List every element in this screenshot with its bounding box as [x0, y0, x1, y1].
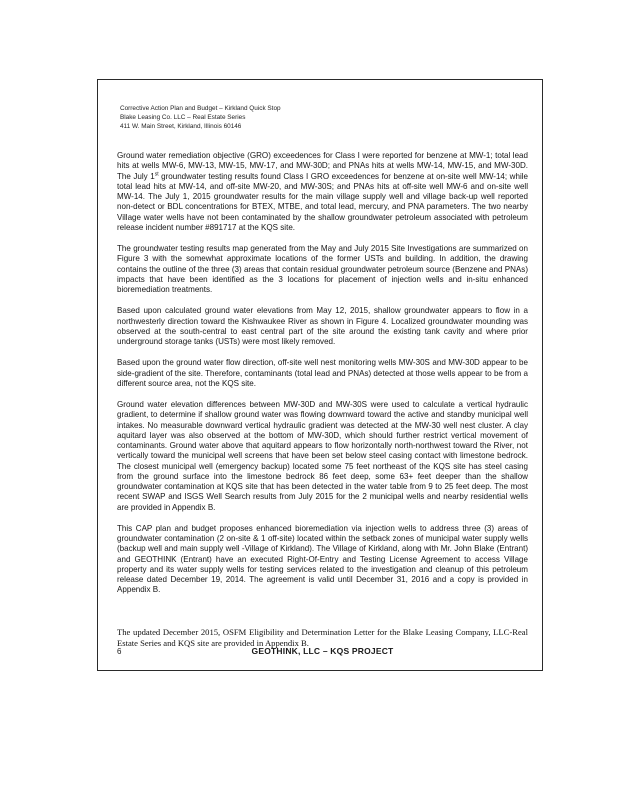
paragraph-gro-exceedences: Ground water remediation objective (GRO) exceedences for Class I were reported for benzene at MW-1; total lead hits at wells MW-6, MW-13, MW-15, MW-17, and MW-30D; and PNAs hits at wells MW-14, MW-15, and MW-30D. The July 1st groundwater testing results found Class I GRO exceedences for benzene at on-site well MW-14; while total lead hits at MW-14, and off-site MW-20, and MW-30S; and PNAs hits at off-site well MW-6 and on-site well MW-14. The July 1, 2015 groundwater results for the main village supply well and village back-up well reported non-detect or BDL concentrations for BTEX, MTBE, and total lead, mercury, and PNA parameters. The two nearby Village water wells have not been contaminated by the shallow groundwater petroleum associated with petroleum release incident number #891717 at the KQS site.	[117, 151, 528, 232]
document-body	[117, 151, 528, 607]
paragraph-testing-results-map: The groundwater testing results map generated from the May and July 2015 Site Investigations are summarized on Figure 3 with the somewhat approximate locations of the former USTs and building. In addition, the drawing contains the outline of the three (3) areas that contain residual groundwater petroleum source (Benzene and PNAs) impacts that have been identified as the 3 locations for placement of injection wells and in-situ enhanced bioremediation treatments.	[117, 244, 528, 294]
footer-project: GEOTHINK, LLC – KQS PROJECT	[251, 646, 394, 656]
header-address: 411 W. Main Street, Kirkland, Illinois 60146	[120, 123, 242, 131]
header-company: Blake Leasing Co. LLC – Real Estate Series	[120, 114, 246, 122]
paragraph-side-gradient: Based upon the ground water flow direction, off-site well nest monitoring wells MW-30S and MW-30D appear to be side-gradient of the site. Therefore, contaminants (total lead and PNAs) detected at those wells appear to be from a different source area, not the KQS site.	[117, 358, 528, 388]
paragraph-groundwater-flow: Based upon calculated ground water elevations from May 12, 2015, shallow groundwater appears to flow in a northwesterly direction toward the Kishwaukee River as shown in Figure 4. Localized groundwater mounding was observed at the south-central to east central part of the site around the existing tank cavity and where prior underground storage tanks (USTs) were most likely removed.	[117, 306, 528, 346]
paragraph-osfm-letter: The updated December 2015, OSFM Eligibility and Determination Letter for the Blake Leasing Company, LLC-Real Estate Series and KQS site are provided in Appendix B.	[117, 627, 528, 648]
header-title: Corrective Action Plan and Budget – Kirkland Quick Stop	[120, 105, 281, 112]
document-header	[120, 104, 480, 132]
paragraph-vertical-gradient: Ground water elevation differences between MW-30D and MW-30S were used to calculate a vertical hydraulic gradient, to determine if shallow ground water was flowing downward toward the active and standby municipal well intakes. No measurable downward vertical hydraulic gradient was detected at the MW-30 well nest cluster. A clay aquitard layer was also observed at the bottom of MW-30D, which should further restrict vertical movement of contaminants. Ground water above that aquitard appears to flow horizontally north-northwest toward the River, not vertically toward the municipal well screens that have been set below steel casing contact with limestone bedrock. The closest municipal well (emergency backup) located some 75 feet northeast of the KQS site has steel casing from the ground surface into the limestone bedrock 86 feet deep, some 63+ feet deeper than the shallow groundwater contamination at KQS site that has been detected in the water table from 9 to 25 feet deep. The most recent SWAP and ISGS Well Search results from July 2015 for the 2 municipal wells and nearby residential wells are provided in Appendix B.	[117, 400, 528, 512]
page-number: 6	[117, 647, 122, 656]
page-footer	[117, 645, 528, 659]
paragraph-cap-plan: This CAP plan and budget proposes enhanced bioremediation via injection wells to address three (3) areas of groundwater contamination (2 on-site & 1 off-site) located within the setback zones of municipal water supply wells (backup well and main supply well -Village of Kirkland). The Village of Kirkland, along with Mr. John Blake (Entrant) and GEOTHINK (Entrant) have an executed Right-Of-Entry and Testing License Agreement to access Village property and its water supply wells for testing services related to the investigation and cleanup of this petroleum release dated December 19, 2014. The agreement is valid until December 31, 2016 and a copy is provided in Appendix B.	[117, 523, 528, 595]
